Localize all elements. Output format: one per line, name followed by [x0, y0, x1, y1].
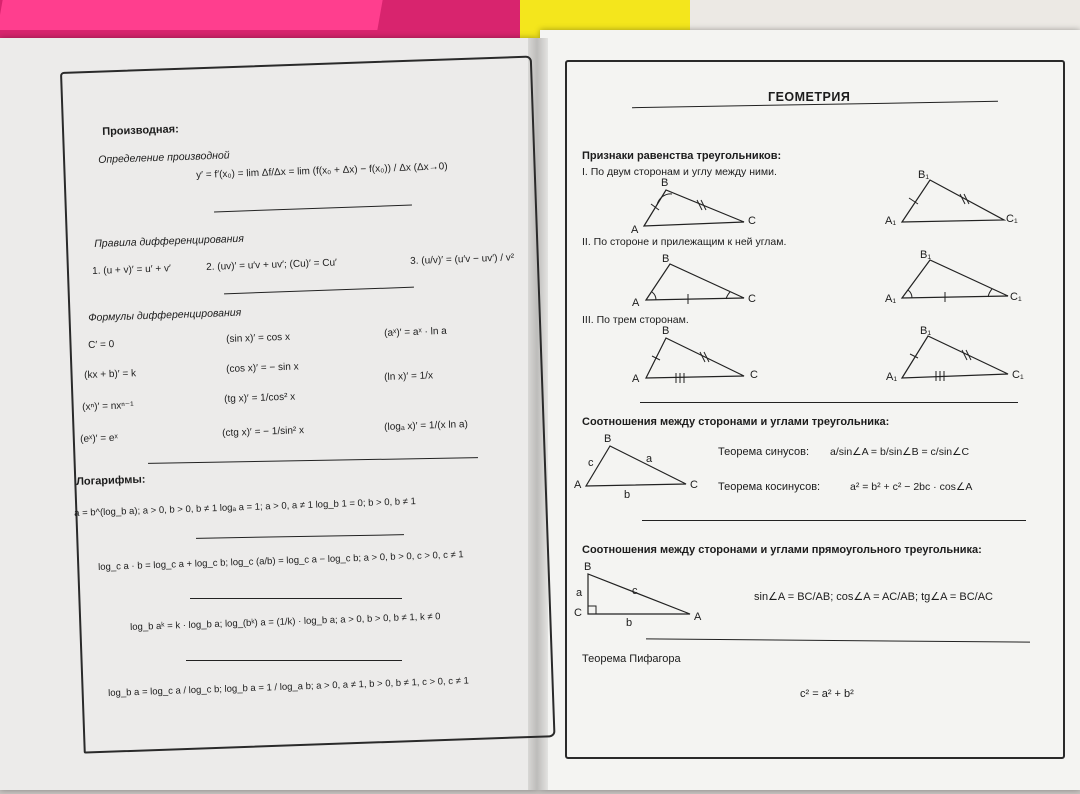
formula-power: (xⁿ)′ = nxⁿ⁻¹ [82, 400, 134, 413]
label-side-b: b [626, 617, 633, 629]
divider [642, 520, 1026, 521]
derivative-heading: Производная: [102, 123, 179, 138]
formula-ctg: (ctg x)′ = − 1/sin² x [222, 425, 305, 439]
cosine-theorem-label: Теорема косинусов: [718, 481, 821, 493]
right-triangle-ratios: sin∠A = BC/AB; cos∠A = AC/AB; tg∠A = BC/AC [754, 591, 993, 603]
definition-heading: Определение производной [98, 149, 230, 166]
label-b: B [661, 177, 669, 189]
formula-sin: (sin x)′ = cos x [226, 331, 291, 345]
label-a1: A₁ [885, 215, 897, 227]
definition-formula: y′ = f′(x₀) = lim Δf/Δx = lim (f(x₀ + Δx) − f(x₀)) / Δx (Δx→0) [196, 161, 448, 181]
criterion-1: I. По двум сторонам и углу между ними. [582, 166, 777, 178]
formula-exp-e: (eˣ)′ = eˣ [80, 432, 118, 445]
log-heading: Логарифмы: [76, 473, 146, 488]
formulas-heading: Формулы дифференцирования [88, 306, 242, 324]
label-side-b: b [624, 489, 631, 501]
formula-exponential: (aˣ)′ = aˣ · ln a [384, 325, 447, 339]
log-line-3: log_b aᵏ = k · log_b a; log_(bᵏ) a = (1/k) · log_b a; a > 0, b > 0, b ≠ 1, k ≠ 0 [130, 611, 441, 633]
label-a: A [574, 479, 582, 491]
rule-product: 2. (uv)′ = u′v + uv′; (Cu)′ = Cu′ [206, 257, 338, 273]
label-side-a: a [576, 587, 583, 599]
divider [190, 598, 402, 599]
pythagoras-formula: c² = a² + b² [800, 688, 854, 700]
label-b1: B₁ [920, 249, 932, 261]
label-c: C [750, 369, 758, 381]
formula-ln: (ln x)′ = 1/x [384, 370, 434, 383]
label-c: C [748, 293, 756, 305]
formula-linear: (kx + b)′ = k [84, 368, 137, 381]
formula-constant: C′ = 0 [88, 339, 115, 351]
label-b: B [604, 433, 612, 445]
label-c1: C₁ [1006, 213, 1018, 225]
formula-log: (logₐ x)′ = 1/(x ln a) [384, 419, 469, 433]
formula-cos: (cos x)′ = − sin x [226, 361, 299, 375]
label-c1: C₁ [1012, 369, 1024, 381]
right-triangle-heading: Соотношения между сторонами и углами прямоугольного треугольника: [582, 544, 982, 556]
criterion-2: II. По стороне и прилежащим к ней углам. [582, 236, 787, 248]
criterion-3: III. По трем сторонам. [582, 314, 689, 326]
log-line-2: log_c a · b = log_c a + log_c b; log_c (a/b) = log_c a − log_c b; a > 0, b > 0, c > 0, c ≠ 1 [98, 549, 464, 573]
label-a: A [631, 224, 639, 236]
divider [640, 402, 1018, 403]
label-a: A [632, 297, 640, 309]
label-b1: B₁ [920, 325, 932, 337]
label-a1: A₁ [885, 293, 897, 305]
divider [186, 660, 402, 661]
label-b: B [662, 325, 670, 337]
congruence-heading: Признаки равенства треугольников: [582, 150, 782, 162]
background-book-cover-pink [0, 0, 383, 30]
label-b1: B₁ [918, 169, 930, 181]
formula-tg: (tg x)′ = 1/cos² x [224, 391, 296, 405]
label-b: B [584, 561, 592, 573]
cosine-theorem: a² = b² + c² − 2bc · cos∠A [850, 481, 973, 493]
sine-theorem-label: Теорема синусов: [718, 446, 810, 458]
label-side-c: c [588, 457, 594, 469]
label-c: C [690, 479, 698, 491]
label-a: A [694, 611, 702, 623]
rules-heading: Правила дифференцирования [94, 232, 245, 250]
label-b: B [662, 253, 670, 265]
label-c1: C₁ [1010, 291, 1022, 303]
label-side-c: c [632, 585, 638, 597]
label-c: C [748, 215, 756, 227]
label-side-a: a [646, 453, 653, 465]
label-a: A [632, 373, 640, 385]
geometry-title: ГЕОМЕТРИЯ [768, 90, 851, 104]
rule-sum: 1. (u + v)′ = u′ + v′ [92, 263, 172, 277]
pythagoras-label: Теорема Пифагора [582, 653, 681, 665]
ratios-heading: Соотношения между сторонами и углами треугольника: [582, 416, 890, 428]
label-a1: A₁ [886, 371, 898, 383]
label-c: C [574, 607, 582, 619]
log-line-1: a = b^(log_b a); a > 0, b > 0, b ≠ 1 logₐ a = 1; a > 0, a ≠ 1 log_b 1 = 0; b > 0, b ≠ 1 [74, 496, 417, 519]
log-line-4: log_b a = log_c a / log_c b; log_b a = 1 / log_a b; a > 0, a ≠ 1, b > 0, b ≠ 1, c > 0, c ≠ 1 [108, 675, 469, 699]
rule-quotient: 3. (u/v)′ = (u′v − uv′) / v² [410, 252, 515, 267]
sine-theorem: a/sin∠A = b/sin∠B = c/sin∠C [830, 446, 970, 458]
